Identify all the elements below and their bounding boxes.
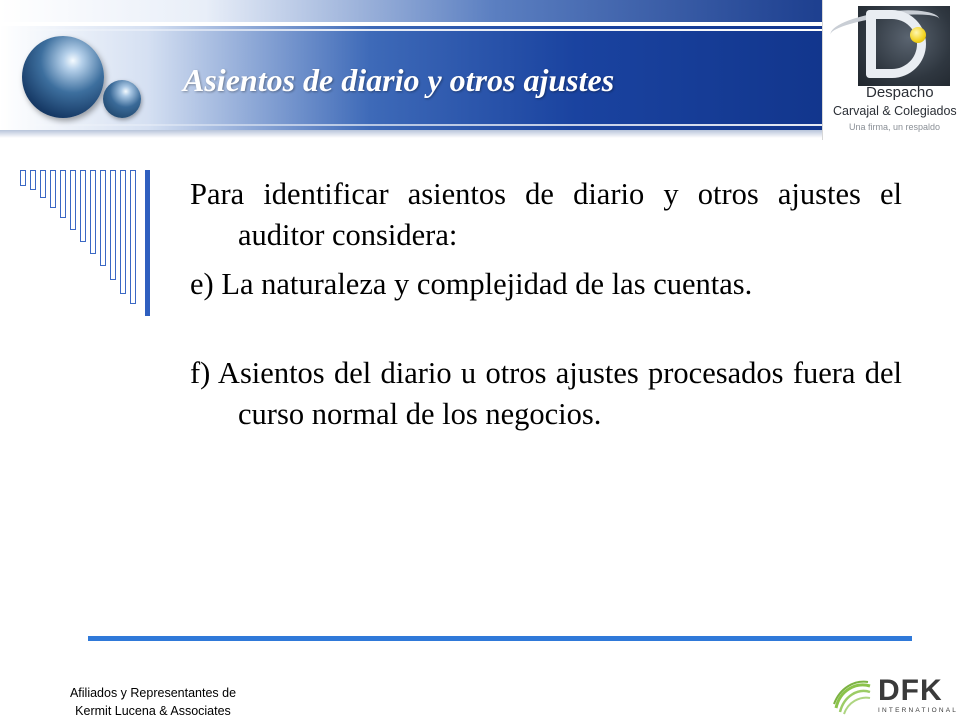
decorative-bar-solid [145,170,150,316]
paragraph-item-e: e) La naturaleza y complejidad de las cuentas. [190,267,753,301]
dfk-logo-text: DFK [878,674,943,707]
decorative-bar [80,170,86,242]
header-shadow [0,130,960,138]
footer-line-1: Afiliados y Representantes de [69,686,237,700]
header-stripe-lower [0,124,822,126]
dfk-logo-subtext: INTERNATIONAL [878,707,959,714]
decorative-bar [100,170,106,266]
firm-logo-name: Carvajal & Colegiados [833,104,957,118]
slide-body [190,174,902,443]
decorative-bar [120,170,126,294]
decorative-bar [60,170,66,218]
paragraph-intro: Para identificar asientos de diario y otros ajustes el auditor considera: [190,177,902,252]
firm-logo-tagline: Una firma, un respaldo [849,122,941,132]
decorative-bar [130,170,136,304]
firm-logo-dot [910,27,926,43]
firm-logo-despacho: Despacho [866,84,934,101]
slide-header [0,0,960,135]
footer-line-2: Kermit Lucena & Associates [75,704,231,718]
header-top-band [0,0,822,22]
bottom-divider [88,636,912,641]
slide-title: Asientos de diario y otros ajustes [183,62,615,98]
globe-large-icon [22,36,104,118]
dfk-swirl-icon [832,678,872,716]
decorative-bar [30,170,36,190]
globe-small-icon [103,80,141,118]
decorative-bar [20,170,26,186]
decorative-bar [40,170,46,198]
paragraph-item-f: f) Asientos del diario u otros ajustes procesados fuera del curso normal de los negocios. [190,356,902,431]
footer-affiliation [48,684,258,720]
decorative-bar [90,170,96,254]
decorative-bar [50,170,56,208]
decorative-bars [16,170,156,320]
header-stripe [0,29,822,31]
decorative-bar [110,170,116,280]
decorative-bar [70,170,76,230]
